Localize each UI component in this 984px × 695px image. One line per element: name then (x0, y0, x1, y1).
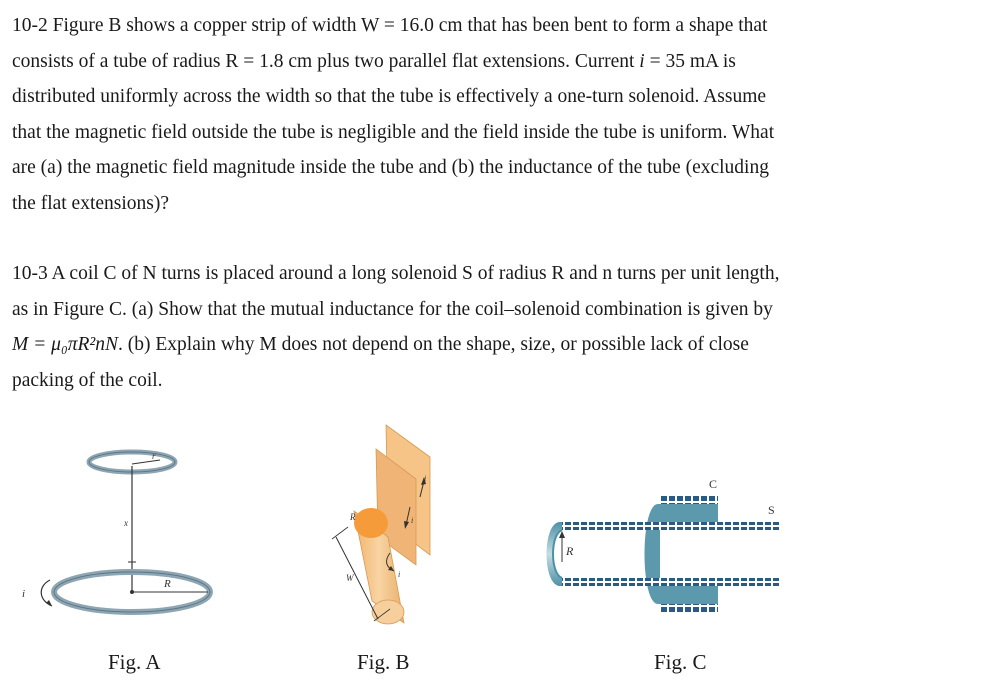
label-i-3: i (398, 570, 401, 579)
mutual-inductance-formula: M = μ₀πR²nN (12, 334, 119, 355)
problem-10-2-line-1: 10-2 Figure B shows a copper strip of width W = 16.0 cm that has been bent to form a shape that (12, 15, 768, 36)
radius-r-line (132, 460, 160, 464)
figure-a-caption: Fig. A (108, 650, 161, 674)
figure-b-caption: Fig. B (357, 650, 410, 674)
problem-10-3-line-3 (12, 327, 967, 363)
problem-10-3-line-1: 10-3 A coil C of N turns is placed around a long solenoid S of radius R and n turns per unit length, (12, 263, 780, 284)
label-R: R (164, 578, 171, 590)
coil-c-windings-top (660, 496, 718, 504)
tube-end (354, 508, 388, 538)
label-r: r (152, 451, 156, 461)
line-3-rest: . (b) Explain why M does not depend on the shape, size, or possible lack of close (118, 334, 749, 355)
label-C: C (709, 477, 718, 491)
figure-c-caption: Fig. C (654, 650, 707, 674)
label-R: R (350, 512, 356, 522)
label-i-1: i (424, 474, 427, 483)
line-2-end: = 35 mA is (644, 50, 736, 72)
figure-b (318, 415, 463, 640)
figure-a (20, 440, 230, 630)
figure-c (540, 470, 800, 630)
problem-10-3-line-4: packing of the coil. (12, 369, 163, 391)
problem-10-3 (12, 256, 967, 398)
problem-10-2 (12, 8, 967, 221)
problem-10-2-line-2 (12, 44, 967, 80)
label-W: W (346, 573, 354, 583)
label-S: S (768, 503, 775, 517)
problem-10-2-line-4: that the magnetic field outside the tube is negligible and the field inside the tube is uniform. What (12, 121, 775, 143)
coil-c-windings-bottom (660, 604, 718, 612)
problem-10-2-line-3: distributed uniformly across the width so that the tube is effectively a one-turn solenoid. Assume (12, 86, 767, 107)
label-x: x (124, 518, 128, 528)
current-arrow (41, 580, 52, 606)
problem-10-3-line-2: as in Figure C. (a) Show that the mutual inductance for the coil–solenoid combination is given by (12, 298, 773, 320)
label-R: R (566, 544, 574, 558)
label-i: i (22, 588, 26, 600)
line-2-start: consists of a tube of radius R = 1.8 cm plus two parallel flat extensions. Current (12, 50, 640, 72)
problem-10-2-line-5: are (a) the magnetic field magnitude inside the tube and (b) the inductance of the tube (excluding (12, 157, 769, 178)
problem-10-2-line-6: the flat extensions)? (12, 192, 170, 214)
current-variable: i (639, 50, 645, 72)
label-i-2: i (411, 516, 414, 525)
